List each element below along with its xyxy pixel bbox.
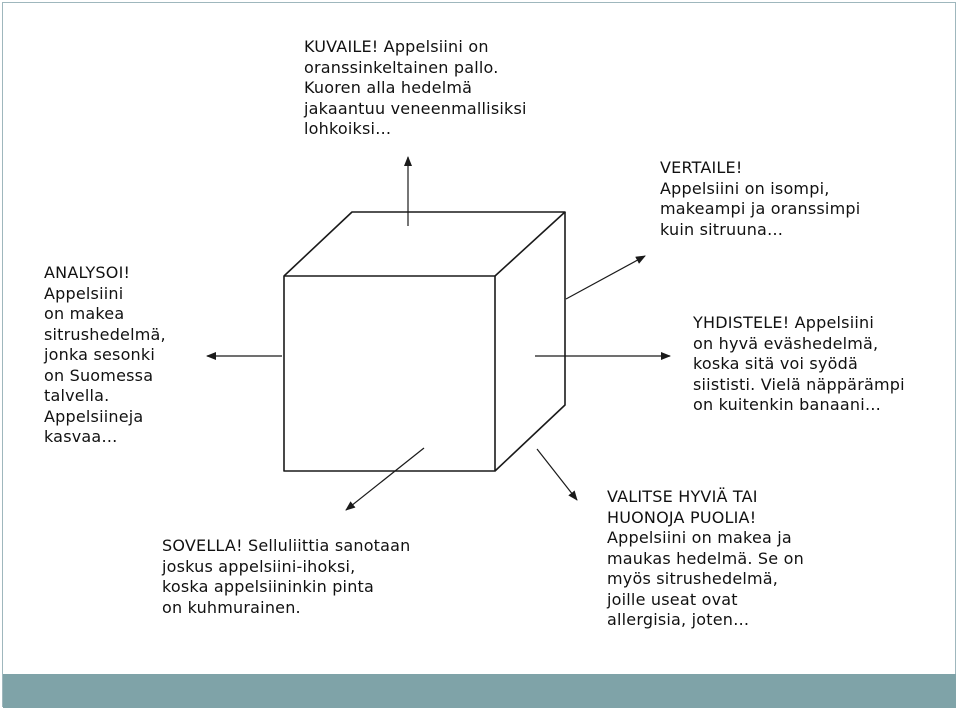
note-valitse-line: HUONOJA PUOLIA! bbox=[607, 507, 757, 527]
note-vertaile-line: VERTAILE! bbox=[660, 158, 743, 177]
note-valitse-line: Appelsiini on makea ja bbox=[607, 528, 792, 547]
note-valitse-line: allergisia, joten… bbox=[607, 610, 750, 629]
note-valitse-line: myös sitrushedelmä, bbox=[607, 569, 779, 588]
note-analysoi-line: Appelsiineja bbox=[44, 406, 144, 426]
note-valitse-line: joille useat ovat bbox=[607, 589, 738, 609]
note-sovella bbox=[162, 536, 411, 618]
note-analysoi bbox=[44, 263, 166, 448]
note-yhdistele-line: siististi. Vielä näppärämpi bbox=[693, 374, 905, 394]
note-kuvaile-line: Kuoren alla hedelmä bbox=[304, 78, 473, 97]
cube-side-face bbox=[495, 212, 565, 471]
cube-top-face bbox=[284, 212, 565, 276]
cube bbox=[284, 212, 565, 471]
note-kuvaile bbox=[304, 37, 527, 140]
note-vertaile-line: kuin sitruuna… bbox=[660, 219, 784, 239]
note-valitse-line: VALITSE HYVIÄ TAI bbox=[607, 487, 758, 506]
note-yhdistele-line: YHDISTELE! Appelsiini bbox=[693, 313, 874, 332]
note-kuvaile-line: lohkoiksi… bbox=[304, 119, 392, 138]
note-sovella-line: koska appelsiininkin pinta bbox=[162, 577, 375, 596]
note-analysoi-line: on makea bbox=[44, 304, 125, 323]
note-yhdistele-line: on kuitenkin banaani… bbox=[693, 395, 882, 414]
note-kuvaile-line: jakaantuu veneenmallisiksi bbox=[304, 98, 527, 118]
arrow-upper-right bbox=[566, 256, 645, 299]
note-vertaile bbox=[660, 158, 860, 240]
note-sovella-line: on kuhmurainen. bbox=[162, 597, 301, 617]
arrow-lower-left bbox=[346, 448, 424, 510]
note-sovella-line: SOVELLA! Selluliittia sanotaan bbox=[162, 536, 411, 555]
cube-front-face bbox=[284, 276, 495, 471]
note-yhdistele-line: on hyvä eväshedelmä, bbox=[693, 333, 879, 353]
note-analysoi-line: kasvaa… bbox=[44, 427, 118, 446]
note-yhdistele-line: koska sitä voi syödä bbox=[693, 354, 858, 373]
footer-bar bbox=[3, 674, 956, 708]
note-analysoi-line: jonka sesonki bbox=[44, 345, 156, 364]
note-kuvaile-line: oranssinkeltainen pallo. bbox=[304, 57, 499, 77]
note-vertaile-line: Appelsiini on isompi, bbox=[660, 178, 830, 198]
note-sovella-line: joskus appelsiini-ihoksi, bbox=[162, 556, 356, 576]
note-analysoi-line: Appelsiini bbox=[44, 283, 124, 303]
note-valitse-line: maukas hedelmä. Se on bbox=[607, 548, 804, 568]
note-yhdistele bbox=[693, 313, 905, 416]
note-analysoi-line: sitrushedelmä, bbox=[44, 324, 166, 344]
note-valitse bbox=[607, 487, 804, 631]
note-analysoi-line: talvella. bbox=[44, 386, 110, 405]
note-kuvaile-line: KUVAILE! Appelsiini on bbox=[304, 37, 489, 56]
arrows bbox=[207, 157, 670, 510]
note-analysoi-line: on Suomessa bbox=[44, 365, 154, 385]
arrow-lower-right bbox=[537, 449, 577, 500]
note-analysoi-line: ANALYSOI! bbox=[44, 263, 131, 282]
note-vertaile-line: makeampi ja oranssimpi bbox=[660, 199, 861, 218]
